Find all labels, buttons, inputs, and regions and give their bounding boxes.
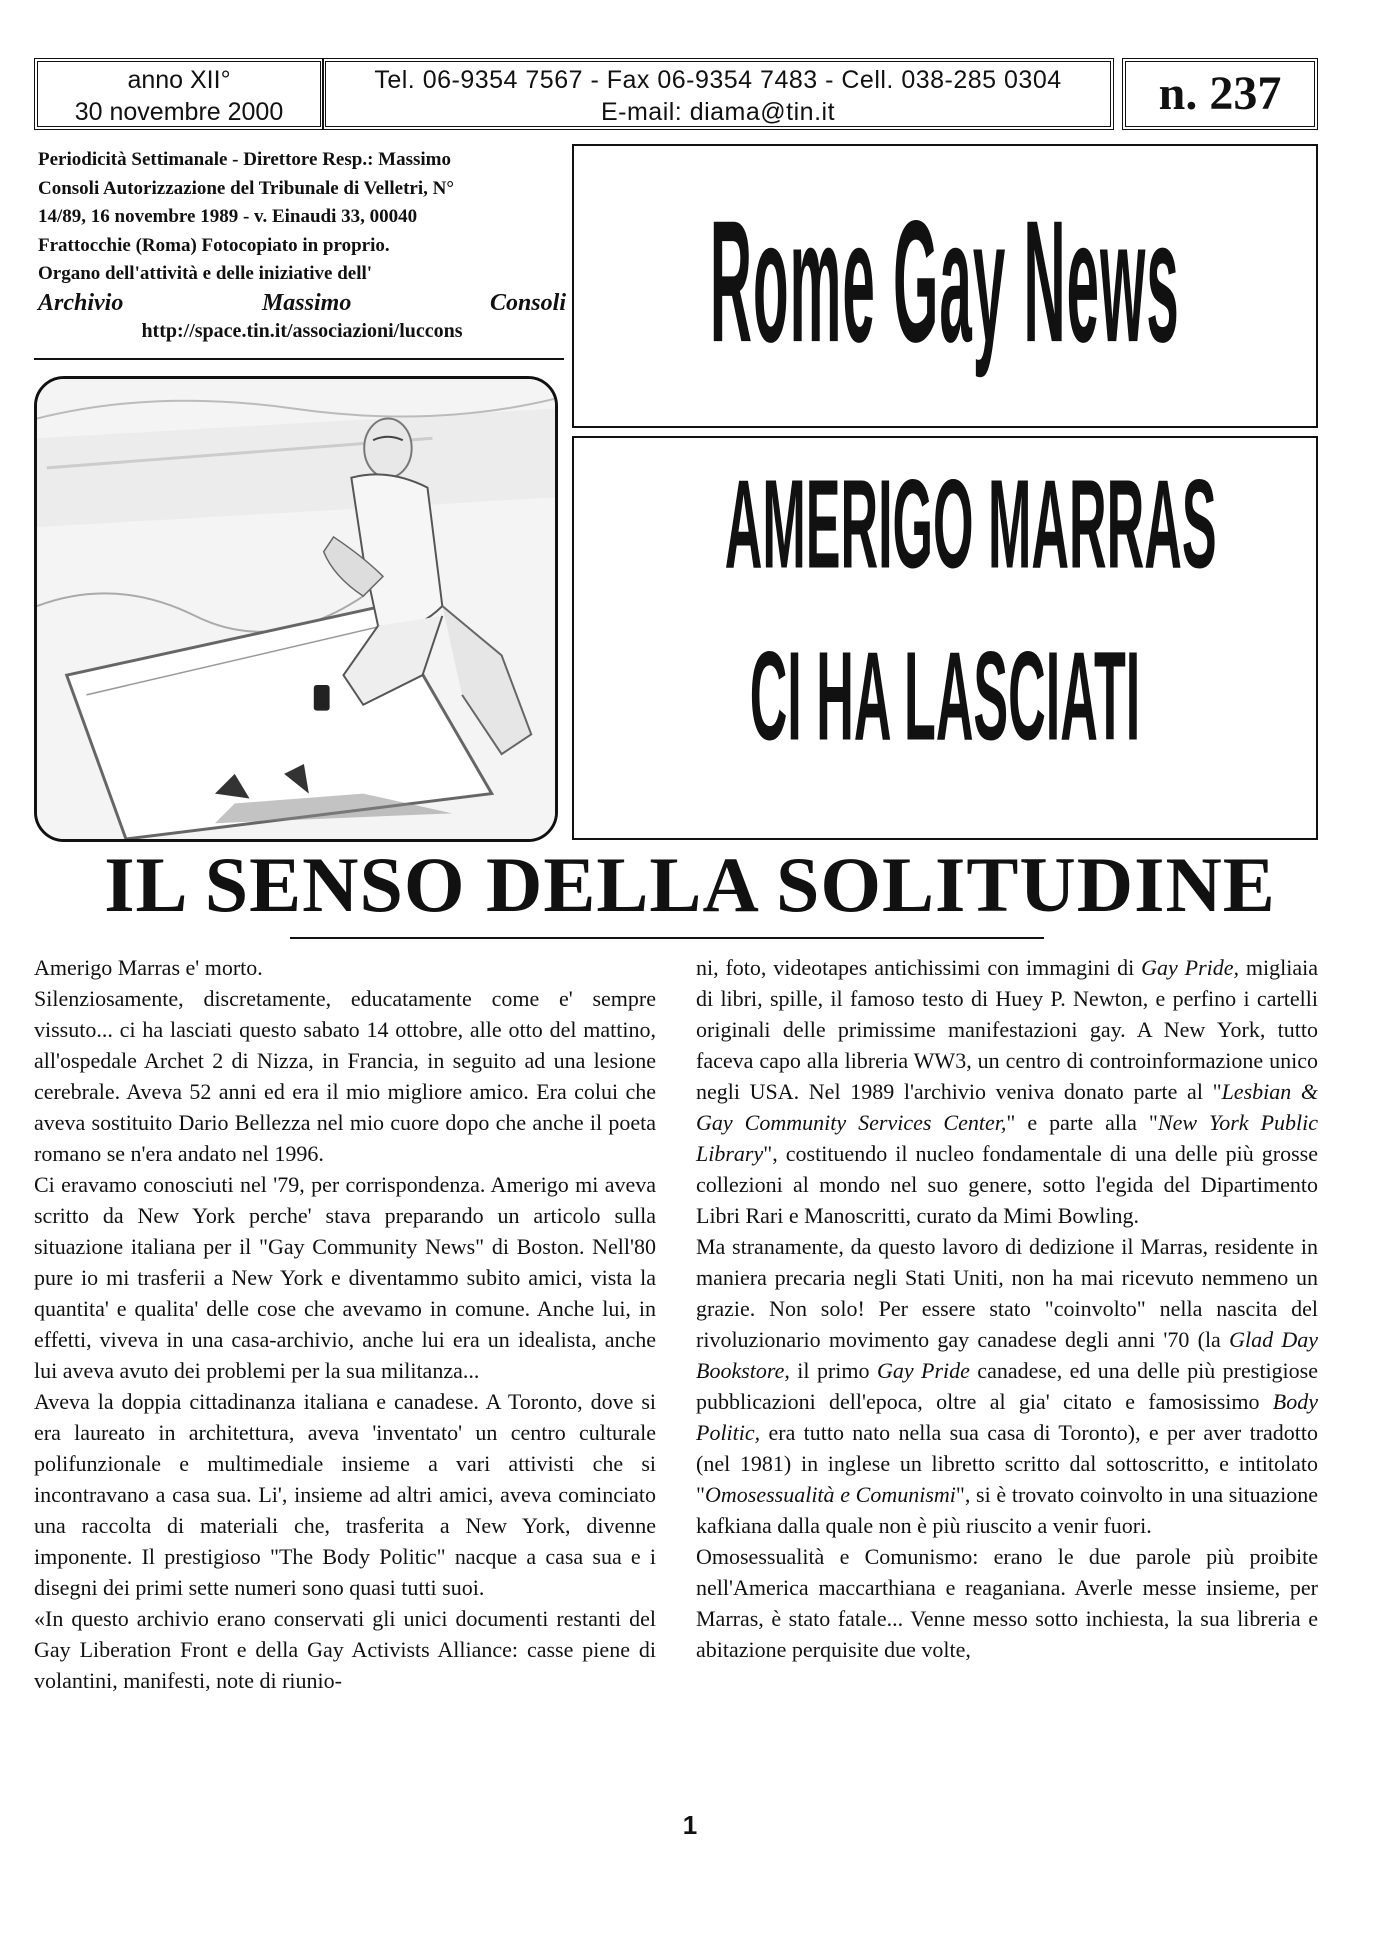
masthead-title: Rome Gay News	[710, 184, 1180, 378]
divider	[290, 937, 1044, 939]
headline-line-1: AMERIGO MARRAS	[724, 453, 1217, 595]
issue-number: n. 237	[1158, 67, 1282, 120]
info-line: Periodicità Settimanale - Direttore Resp.: Massimo	[38, 149, 451, 170]
paragraph: Ma stranamente, da questo lavoro di dedizione il Marras, residente in maniera precaria negli Stati Uniti, non ha mai ricevuto nemmeno un grazie. Non solo! Per essere stato "coinvolto" nella nascita del rivoluzionario movimento gay canadese degli anni '70 (la Glad Day Bookstore, il primo Gay Pride canadese, ed una delle più prestigiose pubblicazioni dell'epoca, oltre al gia' citato e famosissimo Body Politic, era tutto nato nella sua casa di Toronto), e per aver tradotto (nel 1981) in inglese un libretto scritto dal sottoscritto, e intitolato "Omosessualità e Comunismi", si è trovato coinvolto in una situazione kafkiana dalla quale non è più riuscito a venir fuori.	[696, 1234, 1319, 1538]
publication-info	[38, 146, 566, 346]
archive-name	[38, 289, 566, 318]
archive-word: Consoli	[489, 289, 566, 316]
masthead	[572, 144, 1318, 428]
issue-number-box	[1122, 58, 1318, 130]
article-column-left	[34, 952, 656, 1696]
page-number: 1	[682, 1810, 698, 1840]
website-url: http://space.tin.it/associazioni/luccons	[141, 320, 463, 342]
phone-fax-cell: Tel. 06-9354 7567 - Fax 06-9354 7483 - Cell. 038-285 0304	[374, 66, 1062, 94]
paragraph: Amerigo Marras e' morto.	[34, 955, 263, 980]
paragraph: «In questo archivio erano conservati gli unici documenti restanti del Gay Liberation Front e della Gay Activists Alliance: casse piene di volantini, manifesti, note di riunio-	[34, 1606, 656, 1693]
photo-amerigo-marras	[34, 376, 558, 842]
info-line: 14/89, 16 novembre 1989 - v. Einaudi 33, 00040	[38, 206, 418, 227]
paragraph: Omosessualità e Comunismo: erano le due parole più proibite nell'America maccarthiana e reaganiana. Averle messe insieme, per Marras, è stato fatale... Venne messo sotto inchiesta, la sua libreria e abitazione perquisite due volte,	[696, 1544, 1318, 1662]
paragraph: Ci eravamo conosciuti nel '79, per corrispondenza. Amerigo mi aveva scritto da New York perche' stava preparando un articolo sulla situazione italiana per il "Gay Community News" di Boston. Nell'80 pure io mi trasferii a New York e diventammo subito amici, vista la quantita' e qualita' delle cose che avevamo in comune. Anche lui, in effetti, viveva in una casa-archivio, anche lui era un idealista, anche lui aveva avuto dei problemi per la sua militanza...	[34, 1172, 656, 1383]
issue-date: 30 novembre 2000	[74, 98, 284, 126]
archive-word: Massimo	[261, 289, 352, 316]
info-line: Organo dell'attività e delle iniziative dell'	[38, 263, 373, 284]
archive-word: Archivio	[38, 289, 124, 316]
paragraph: ni, foto, videotapes antichissimi con immagini di Gay Pride, migliaia di libri, spille, il famoso testo di Huey P. Newton, e perfino i cartelli originali delle primissime manifestazioni gay. A New York, tutto faceva capo alla libreria WW3, un centro di controinformazione unico negli USA. Nel 1989 l'archivio veniva donato parte al "Lesbian & Gay Community Services Center," e parte alla "New York Public Library", costituendo il nucleo fondamentale di una delle più grosse collezioni al mondo nel suo genere, sotto l'egida del Dipartimento Libri Rari e Manoscritti, curato da Mimi Bowling.	[696, 955, 1319, 1228]
article-column-right	[696, 952, 1318, 1665]
paragraph: Silenziosamente, discretamente, educatamente come e' sempre vissuto... ci ha lasciati questo sabato 14 ottobre, alle otto del mattino, all'ospedale Archet 2 di Nizza, in Francia, in seguito ad una lesione cerebrale. Aveva 52 anni ed era il mio migliore amico. Era colui che aveva sostituito Dario Bellezza nel mio cuore dopo che anche il poeta romano se n'era andato nel 1996.	[34, 986, 656, 1166]
photo-illustration	[37, 379, 555, 839]
info-line: Frattocchie (Roma) Fotocopiato in proprio.	[38, 234, 390, 256]
paragraph: Aveva la doppia cittadinanza italiana e canadese. A Toronto, dove si era laureato in architettura, aveva 'inventato' un centro culturale polifunzionale e multimediale insieme a vari attivisti che si incontravano a casa sua. Li', insieme ad altri amici, aveva cominciato una raccolta di materiali che, trasferita a New York, divenne imponente. Il prestigioso "The Body Politic" nacque a casa sua e i disegni dei primi sette numeri sono quasi tutti suoi.	[34, 1389, 656, 1600]
headline-line-2: CI HA LASCIATI	[749, 625, 1141, 767]
email-address: E-mail: diama@tin.it	[600, 98, 836, 126]
issue-year: anno XII°	[127, 66, 231, 94]
headline-box	[572, 436, 1318, 840]
divider	[34, 358, 564, 360]
info-line: Consoli Autorizzazione del Tribunale di Velletri, N°	[38, 177, 454, 199]
article-title: IL SENSO DELLA SOLITUDINE	[104, 841, 1276, 928]
contact-box	[322, 58, 1114, 130]
issue-year-date-box	[34, 58, 324, 130]
